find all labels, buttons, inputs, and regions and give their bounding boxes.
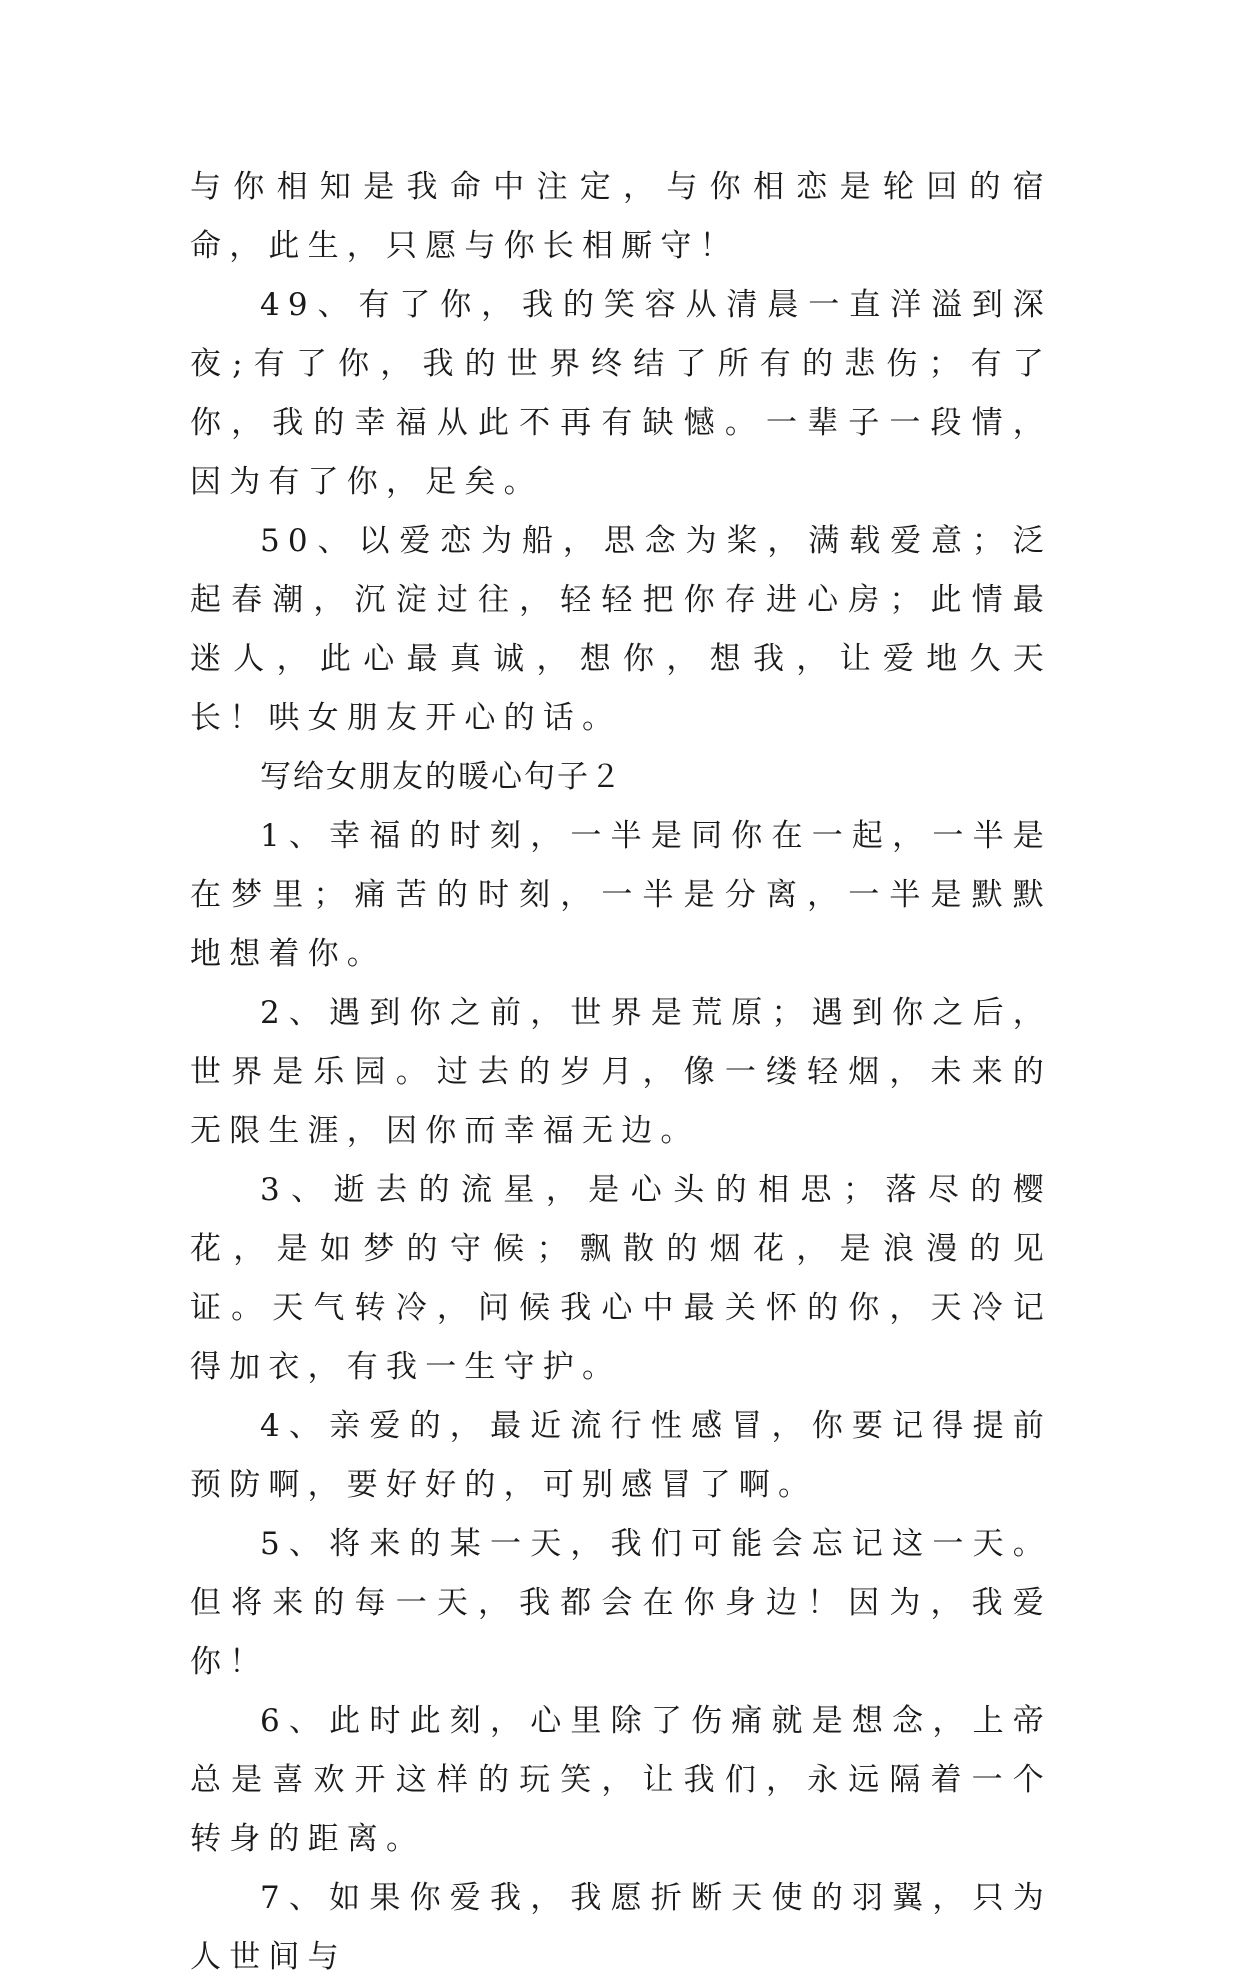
paragraph-item-1: 1、幸福的时刻，一半是同你在一起，一半是在梦里；痛苦的时刻，一半是分离，一半是默默地想着你。 xyxy=(190,818,1052,972)
paragraph-item-49: 49、有了你，我的笑容从清晨一直洋溢到深夜;有了你，我的世界终结了所有的悲伤；有了你，我的幸福从此不再有缺憾。一辈子一段情，因为有了你，足矣。 xyxy=(190,287,1052,500)
paragraph-item-4: 4、亲爱的，最近流行性感冒，你要记得提前预防啊，要好好的，可别感冒了啊。 xyxy=(190,1408,1052,1503)
paragraph-item-2: 2、遇到你之前，世界是荒原；遇到你之后，世界是乐园。过去的岁月，像一缕轻烟，未来的无限生涯，因你而幸福无边。 xyxy=(190,995,1052,1149)
section-heading: 写给女朋友的暖心句子２ xyxy=(260,759,623,795)
document-body xyxy=(190,158,1052,1987)
paragraph-item-5: 5、将来的某一天，我们可能会忘记这一天。但将来的每一天，我都会在你身边！因为，我爱你！ xyxy=(190,1526,1052,1680)
paragraph-item-6: 6、此时此刻，心里除了伤痛就是想念，上帝总是喜欢开这样的玩笑，让我们，永远隔着一个转身的距离。 xyxy=(190,1703,1052,1857)
paragraph-continuation: 与你相知是我命中注定，与你相恋是轮回的宿命，此生，只愿与你长相厮守！ xyxy=(190,169,1052,264)
paragraph-item-7: 7、如果你爱我，我愿折断天使的羽翼，只为人世间与 xyxy=(190,1880,1052,1975)
paragraph-item-50: 50、以爱恋为船，思念为桨，满载爱意；泛起春潮，沉淀过往，轻轻把你存进心房；此情最迷人，此心最真诚，想你，想我，让爱地久天长！哄女朋友开心的话。 xyxy=(190,523,1052,736)
paragraph-item-3: 3、逝去的流星，是心头的相思；落尽的樱花，是如梦的守候；飘散的烟花，是浪漫的见证。天气转冷，问候我心中最关怀的你，天冷记得加衣，有我一生守护。 xyxy=(190,1172,1052,1385)
